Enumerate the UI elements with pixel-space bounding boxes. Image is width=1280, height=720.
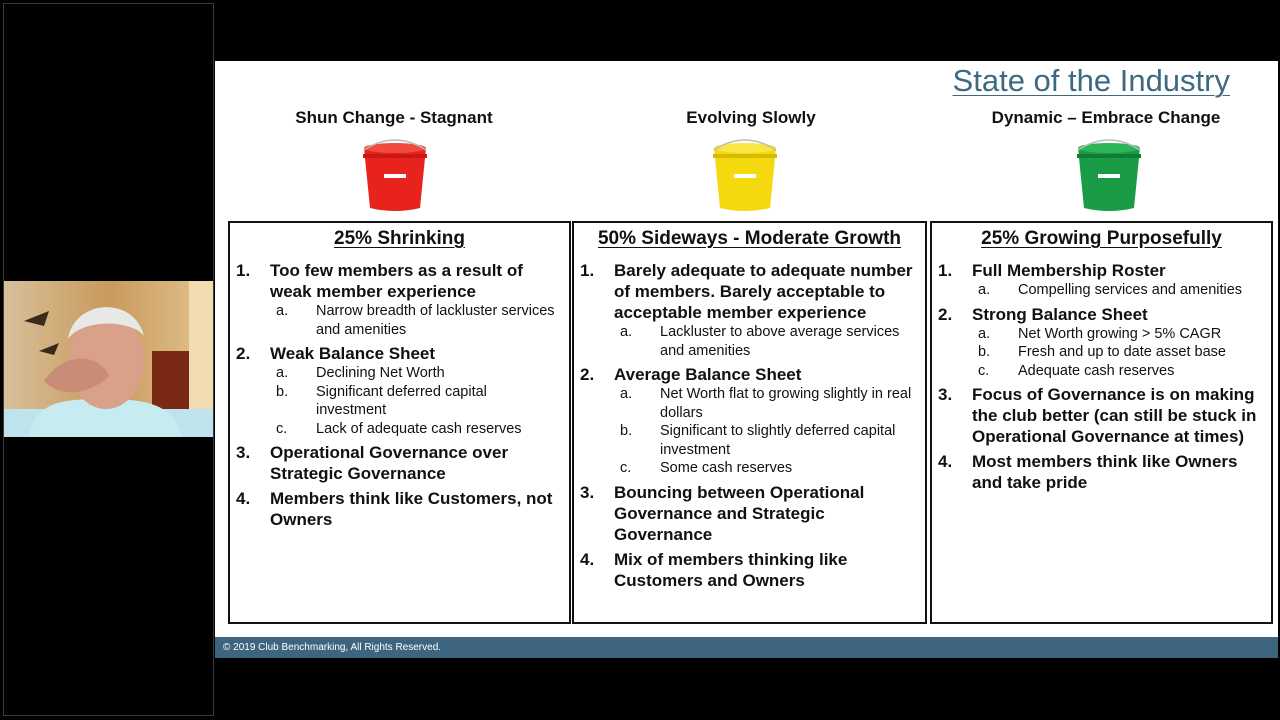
sub-list-item: a. Net Worth flat to growing slightly in real dollars — [620, 386, 912, 421]
list-item: 4. Members think like Customers, not Owners — [236, 489, 553, 529]
slide-footer-copyright: © 2019 Club Benchmarking, All Rights Reserved. — [215, 637, 1278, 658]
sub-list-item: c. Adequate cash reserves — [978, 362, 1175, 379]
box-shrinking — [228, 221, 571, 624]
list-item: 4. Mix of members thinking like Customers and Owners — [580, 549, 848, 590]
sub-list-item: a. Lackluster to above average services and amenities — [620, 324, 900, 359]
box-title: 50% Sideways - Moderate Growth — [597, 228, 902, 249]
sub-list-item: b. Fresh and up to date asset base — [978, 344, 1226, 360]
red-bucket-icon — [360, 136, 430, 212]
box-title: 25% Shrinking — [334, 228, 465, 249]
box-sideways — [572, 221, 927, 624]
column-header-dynamic: Dynamic – Embrace Change — [991, 108, 1221, 127]
list-item: 4. Most members think like Owners and take pride — [938, 452, 1238, 492]
column-header-evolving: Evolving Slowly — [686, 108, 816, 127]
list-item: 1. Too few members as a result of weak member experience — [236, 261, 523, 301]
list-item: 1. Barely adequate to adequate number of members. Barely acceptable to acceptable member experience — [580, 261, 913, 322]
sub-list-item: c. Lack of adequate cash reserves — [276, 420, 522, 437]
box-title: 25% Growing Purposefully — [981, 228, 1222, 249]
sub-list-item: a. Declining Net Worth — [276, 365, 445, 381]
webcam-feed-image — [4, 281, 213, 437]
list-item: 3. Operational Governance over Strategic Governance — [236, 443, 509, 483]
column-header-stagnant: Shun Change - Stagnant — [295, 108, 493, 127]
sub-list-item: b. Significant to slightly deferred capital investment — [620, 423, 896, 458]
green-bucket-icon — [1074, 136, 1144, 212]
sub-list-item: b. Significant deferred capital investment — [276, 383, 487, 418]
presentation-slide — [215, 61, 1278, 658]
slide-title: State of the Industry — [952, 63, 1230, 98]
sub-list-item: a. Compelling services and amenities — [978, 282, 1243, 298]
list-item: 1. Full Membership Roster — [938, 261, 1166, 280]
box-growing — [930, 221, 1273, 624]
list-item: 3. Focus of Governance is on making the club better (can still be stuck in Operational Governance at times) — [938, 385, 1257, 446]
list-item: 2. Average Balance Sheet — [580, 365, 802, 384]
list-item: 3. Bouncing between Operational Governance and Strategic Governance — [580, 482, 865, 544]
sub-list-item: a. Narrow breadth of lackluster services and amenities — [276, 303, 555, 338]
sub-list-item: a. Net Worth growing > 5% CAGR — [978, 325, 1222, 342]
list-item: 2. Weak Balance Sheet — [236, 344, 436, 363]
sub-list-item: c. Some cash reserves — [620, 460, 793, 476]
list-item: 2. Strong Balance Sheet — [938, 304, 1148, 324]
webcam-video-tile[interactable] — [4, 281, 213, 437]
yellow-bucket-icon — [710, 136, 780, 212]
